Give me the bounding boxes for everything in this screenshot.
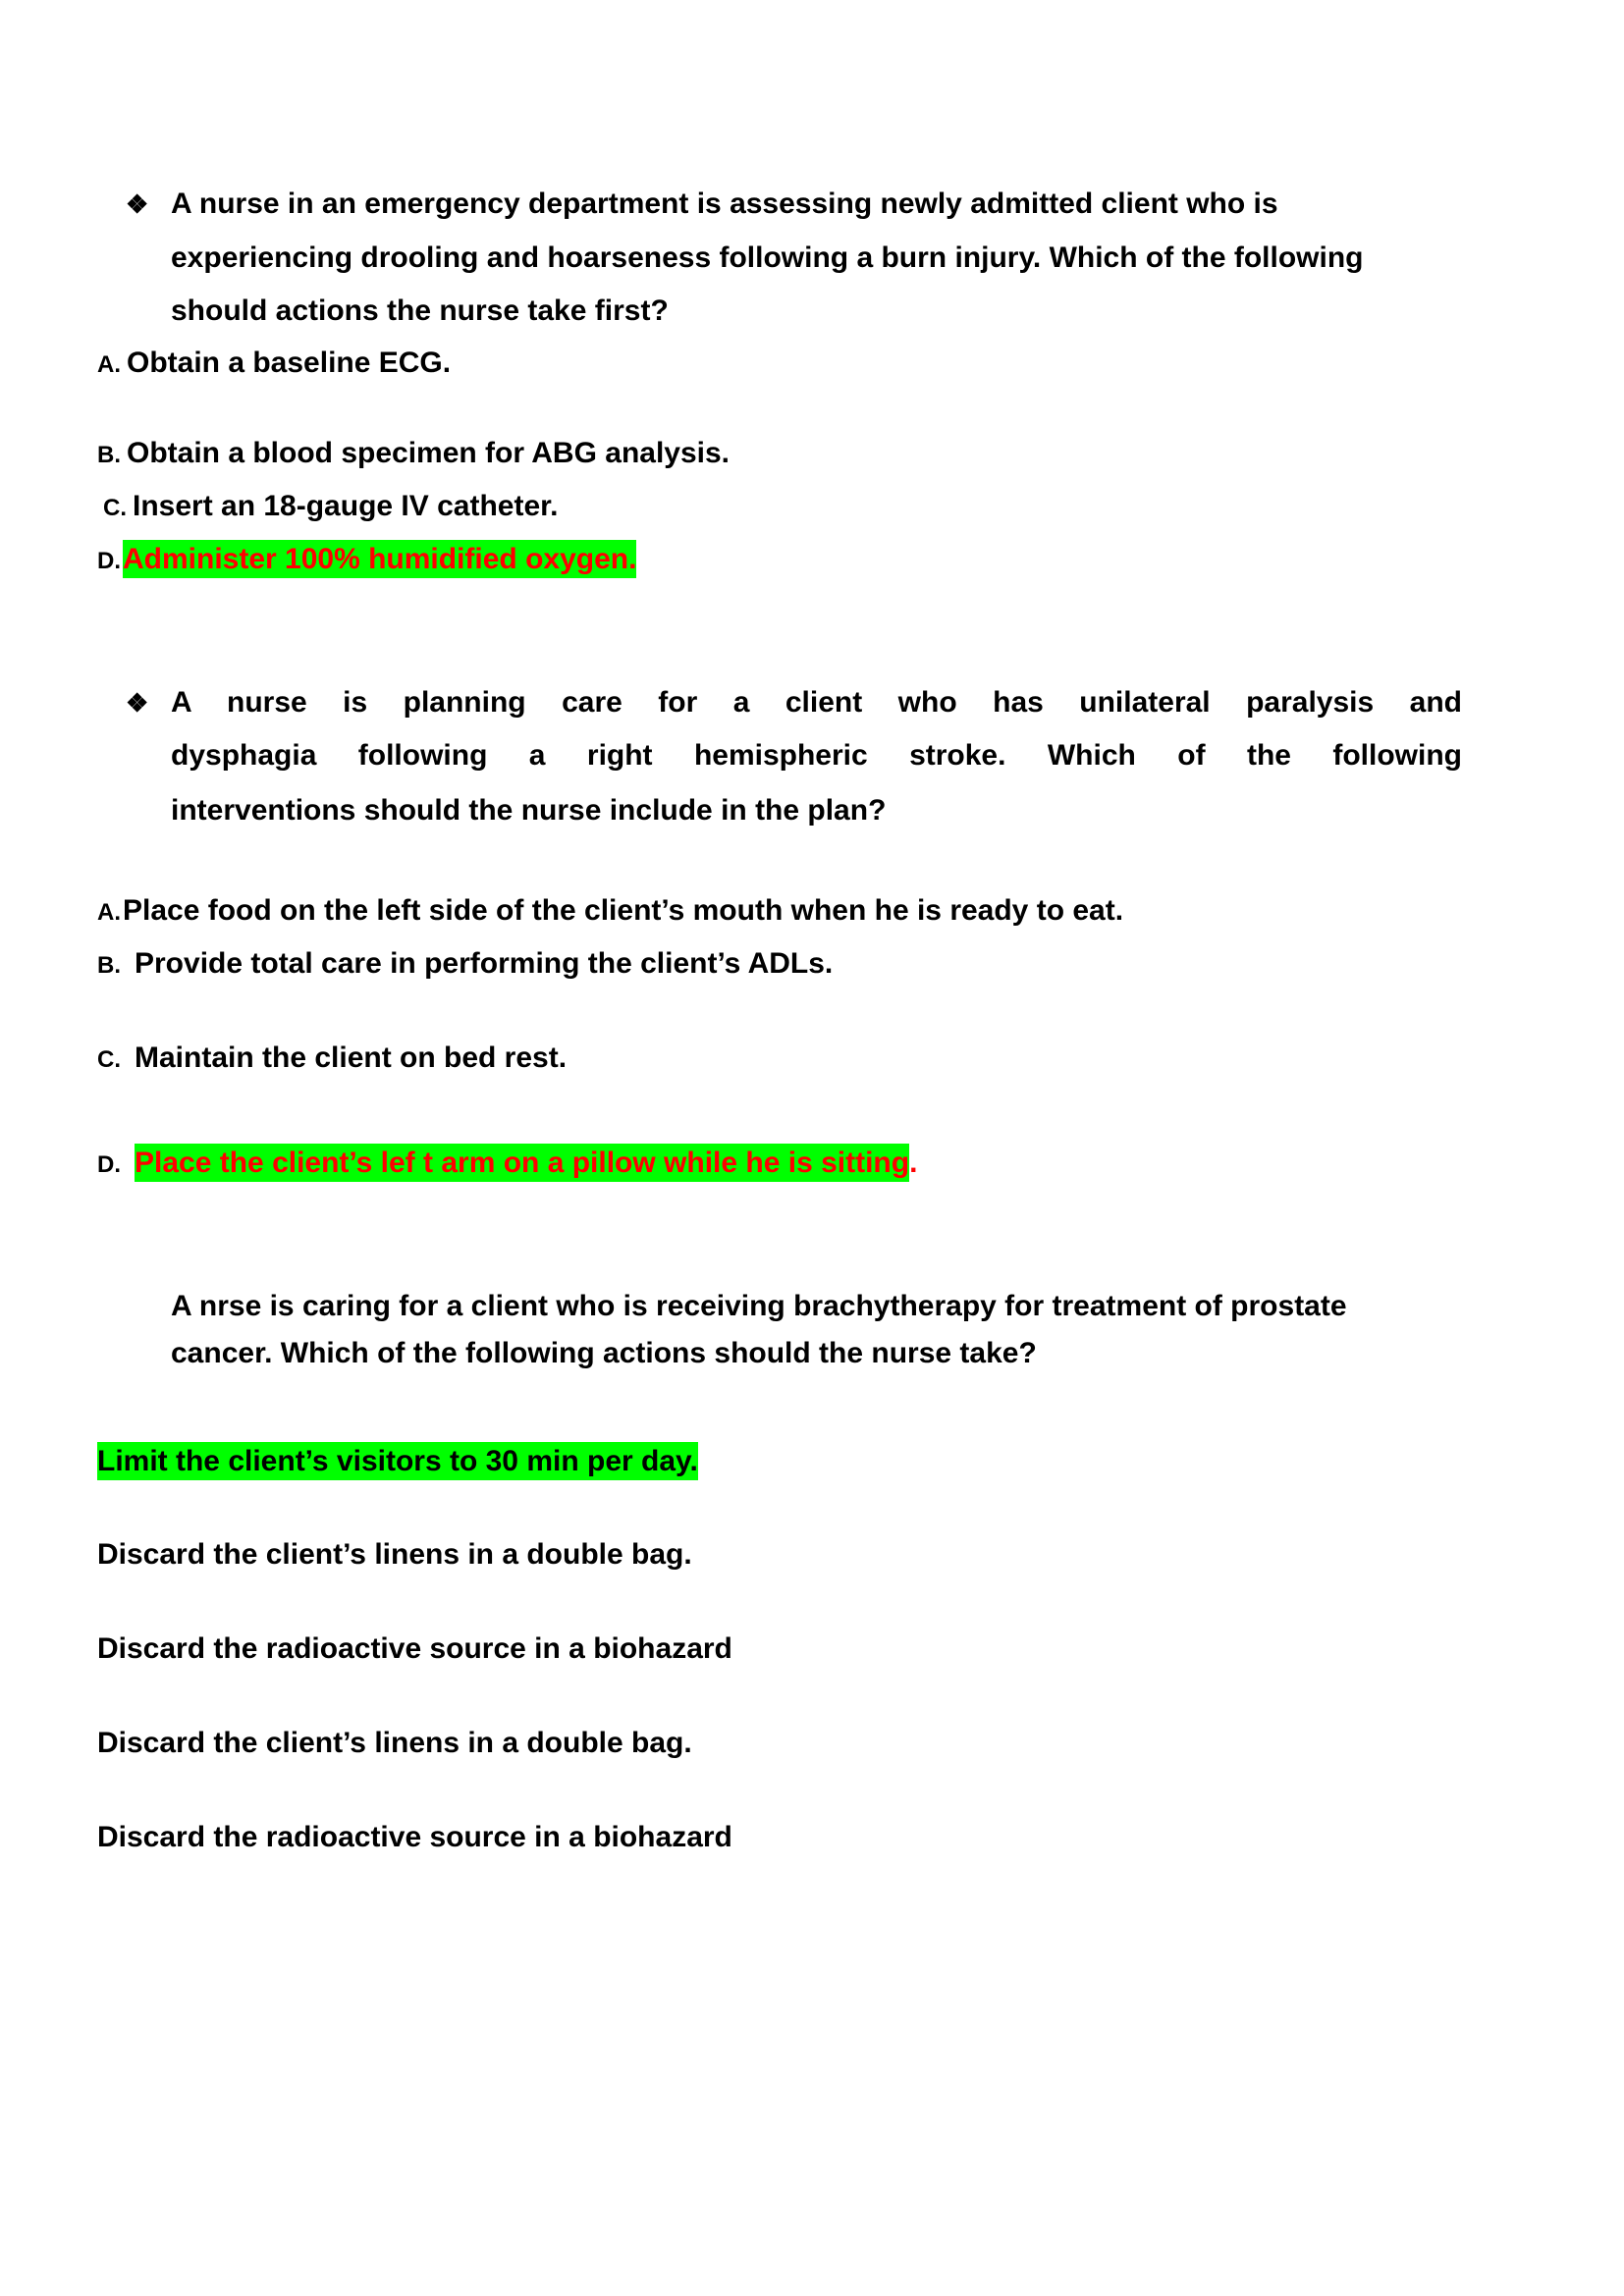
option-label: A.	[97, 899, 121, 926]
option-text-suffix: .	[909, 1147, 918, 1179]
option-label: D.	[97, 1151, 121, 1178]
option-label: B.	[97, 442, 121, 468]
question-text-line: experiencing drooling and hoarseness following a burn injury. Which of the following	[171, 241, 1364, 274]
question-text-line: cancer. Which of the following actions should the nurse take?	[171, 1337, 1037, 1369]
option-a	[97, 891, 1123, 933]
question-text-line: A nurse in an emergency department is assessing newly admitted client who is	[171, 187, 1278, 220]
option-text: Obtain a baseline ECG.	[127, 347, 452, 379]
option-label: C.	[97, 1046, 121, 1073]
highlighted-answer: Place the client’s lef t arm on a pillow while he is sitting	[135, 1144, 909, 1182]
highlighted-answer: Limit the client’s visitors to 30 min per day.	[97, 1442, 698, 1480]
question-text-line: should actions the nurse take first?	[171, 294, 669, 327]
option-c	[97, 1039, 567, 1080]
option-d-correct	[97, 1144, 917, 1185]
option-text: Insert an 18-gauge IV catheter.	[133, 490, 559, 522]
option-4: Discard the client’s linens in a double bag.	[97, 1727, 692, 1759]
option-label: D.	[97, 548, 121, 574]
option-label: B.	[97, 952, 121, 979]
option-1-correct	[97, 1442, 698, 1481]
option-label: C.	[103, 495, 127, 521]
option-text: Obtain a blood specimen for ABG analysis.	[127, 437, 731, 469]
option-b	[97, 944, 833, 986]
diamond-bullet-icon: ❖	[126, 189, 149, 219]
option-text: Provide total care in performing the client’s ADLs.	[135, 947, 834, 980]
option-text: Place food on the left side of the client’s mouth when he is ready to eat.	[123, 894, 1124, 927]
option-d-correct	[97, 540, 636, 581]
option-5: Discard the radioactive source in a biohazard	[97, 1821, 732, 1853]
question-text-line: A nurse is planning care for a client who has unilateral paralysis and	[171, 686, 1462, 719]
option-a	[97, 344, 451, 385]
highlighted-answer: Administer 100% humidified oxygen.	[123, 540, 636, 578]
question-text-line: interventions should the nurse include in the plan?	[171, 794, 887, 827]
option-b	[97, 434, 730, 475]
question-text-line: A nrse is caring for a client who is receiving brachytherapy for treatment of prostate	[171, 1290, 1347, 1322]
option-2: Discard the client’s linens in a double bag.	[97, 1538, 692, 1571]
diamond-bullet-icon: ❖	[126, 688, 149, 718]
option-text: Maintain the client on bed rest.	[135, 1041, 568, 1074]
option-c	[103, 487, 559, 528]
question-text-line: dysphagia following a right hemispheric stroke. Which of the following	[171, 739, 1462, 772]
option-label: A.	[97, 351, 121, 378]
option-3: Discard the radioactive source in a biohazard	[97, 1632, 732, 1665]
